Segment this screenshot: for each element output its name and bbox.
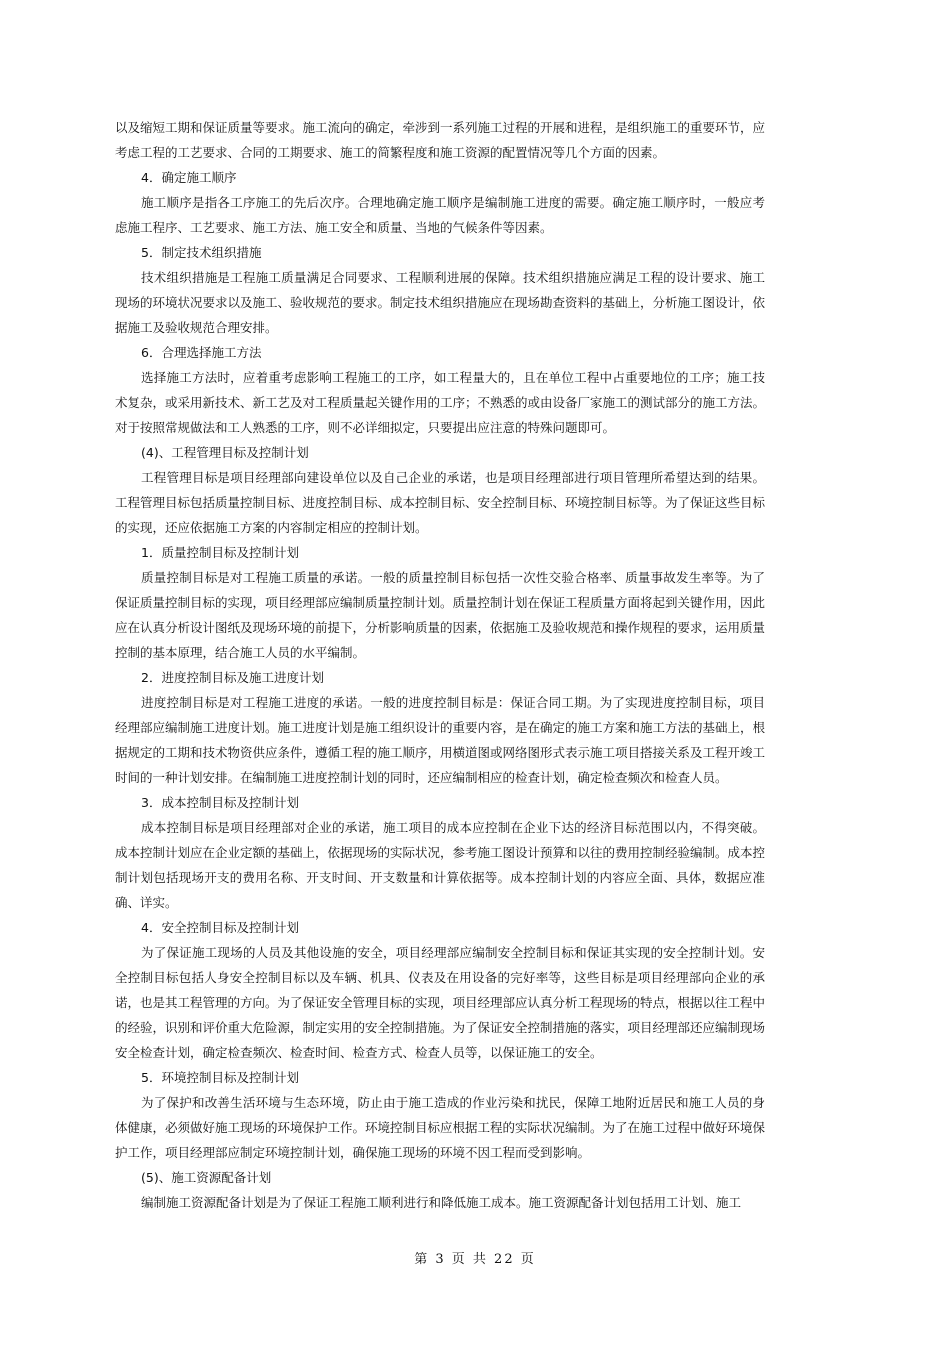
section-heading: 5．制定技术组织措施 (141, 245, 262, 260)
body-paragraph: 进度控制目标是对工程施工进度的承诺。一般的进度控制目标是：保证合同工期。为了实现进度控制目标，项目经理部应编制施工进度计划。施工进度计划是施工组织设计的重要内容，是在确定的施工方案和施工方法的基础上，根据规定的工期和技术物资供应条件，遵循工程的施工顺序，用横道图或网络图形式表示施工项目搭接关系及工程开竣工时间的一种计划安排。在编制施工进度控制计划的同时，还应编制相应的检查计划，确定检查频次和检查人员。 (115, 695, 766, 785)
section-heading: (5)、施工资源配备计划 (141, 1170, 272, 1185)
section-heading: 3．成本控制目标及控制计划 (141, 795, 299, 810)
body-paragraph: 技术组织措施是工程施工质量满足合同要求、工程顺利进展的保障。技术组织措施应满足工程的设计要求、施工现场的环境状况要求以及施工、验收规范的要求。制定技术组织措施应在现场勘查资料的基础上，分析施工图设计，依据施工及验收规范合理安排。 (115, 270, 766, 335)
body-paragraph: 编制施工资源配备计划是为了保证工程施工顺利进行和降低施工成本。施工资源配备计划包括用工计划、施工 (141, 1195, 742, 1210)
section-heading: 4．安全控制目标及控制计划 (141, 920, 299, 935)
page-footer: 第 3 页 共 22 页 (414, 1252, 536, 1267)
body-paragraph: 以及缩短工期和保证质量等要求。施工流向的确定，牵涉到一系列施工过程的开展和进程，是组织施工的重要环节，应考虑工程的工艺要求、合同的工期要求、施工的简繁程度和施工资源的配置情况等几个方面的因素。 (115, 120, 766, 160)
body-paragraph: 质量控制目标是对工程施工质量的承诺。一般的质量控制目标包括一次性交验合格率、质量事故发生率等。为了保证质量控制目标的实现，项目经理部应编制质量控制计划。质量控制计划在保证工程质量方面将起到关键作用，因此应在认真分析设计图纸及现场环境的前提下，分析影响质量的因素，依据施工及验收规范和操作规程的要求，运用质量控制的基本原理，结合施工人员的水平编制。 (115, 570, 766, 660)
section-heading: 6．合理选择施工方法 (141, 345, 262, 360)
body-paragraph: 为了保证施工现场的人员及其他设施的安全，项目经理部应编制安全控制目标和保证其实现的安全控制计划。安全控制目标包括人身安全控制目标以及车辆、机具、仪表及在用设备的完好率等，这些目标是项目经理部向企业的承诺，也是其工程管理的方向。为了保证安全管理目标的实现，项目经理部应认真分析工程现场的特点，根据以往工程中的经验，识别和评价重大危险源，制定实用的安全控制措施。为了保证安全控制措施的落实，项目经理部还应编制现场安全检查计划，确定检查频次、检查时间、检查方式、检查人员等，以保证施工的安全。 (115, 945, 766, 1060)
section-heading: 4．确定施工顺序 (141, 170, 237, 185)
document-body (115, 115, 765, 1215)
body-paragraph: 为了保护和改善生活环境与生态环境，防止由于施工造成的作业污染和扰民，保障工地附近居民和施工人员的身体健康，必须做好施工现场的环境保护工作。环境控制目标应根据工程的实际状况编制。为了在施工过程中做好环境保护工作，项目经理部应制定环境控制计划，确保施工现场的环境不因工程而受到影响。 (115, 1095, 766, 1160)
body-paragraph: 施工顺序是指各工序施工的先后次序。合理地确定施工顺序是编制施工进度的需要。确定施工顺序时，一般应考虑施工程序、工艺要求、施工方法、施工安全和质量、当地的气候条件等因素。 (115, 195, 765, 235)
body-paragraph: 选择施工方法时，应着重考虑影响工程施工的工序，如工程量大的，且在单位工程中占重要地位的工序；施工技术复杂，或采用新技术、新工艺及对工程质量起关键作用的工序；不熟悉的或由设备厂家施工的测试部分的施工方法。对于按照常规做法和工人熟悉的工序，则不必详细拟定，只要提出应注意的特殊问题即可。 (115, 370, 766, 435)
section-heading: 1．质量控制目标及控制计划 (141, 545, 299, 560)
body-paragraph: 成本控制目标是项目经理部对企业的承诺，施工项目的成本应控制在企业下达的经济目标范围以内，不得突破。成本控制计划应在企业定额的基础上，依据现场的实际状况，参考施工图设计预算和以往的费用控制经验编制。成本控制计划包括现场开支的费用名称、开支时间、开支数量和计算依据等。成本控制计划的内容应全面、具体，数据应准确、详实。 (115, 820, 766, 910)
section-heading: (4)、工程管理目标及控制计划 (141, 445, 309, 460)
section-heading: 5．环境控制目标及控制计划 (141, 1070, 299, 1085)
section-heading: 2．进度控制目标及施工进度计划 (141, 670, 324, 685)
body-paragraph: 工程管理目标是项目经理部向建设单位以及自己企业的承诺，也是项目经理部进行项目管理所希望达到的结果。工程管理目标包括质量控制目标、进度控制目标、成本控制目标、安全控制目标、环境控制目标等。为了保证这些目标的实现，还应依据施工方案的内容制定相应的控制计划。 (115, 470, 766, 535)
